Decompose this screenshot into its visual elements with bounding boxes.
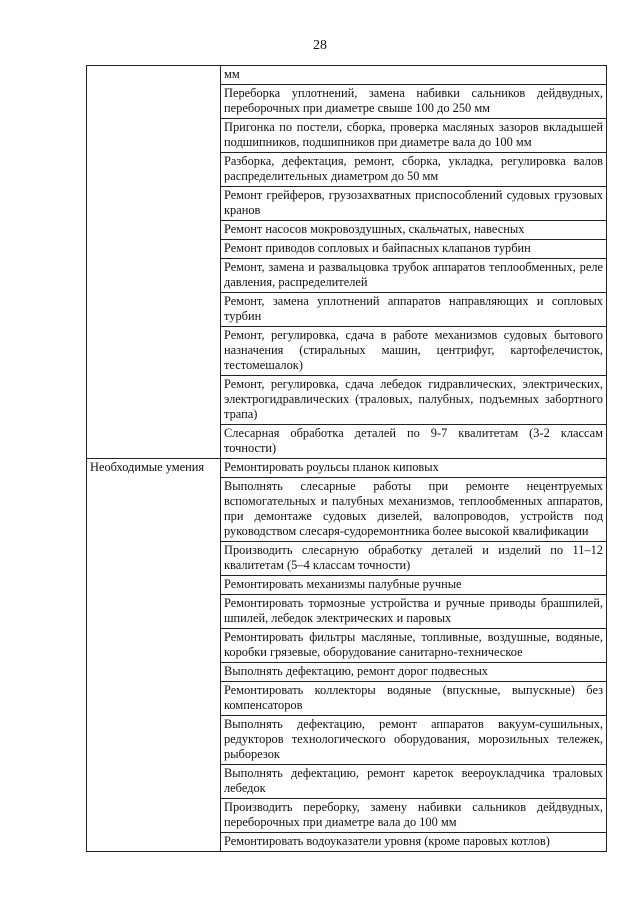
table-cell: Переборка уплотнений, замена набивки сальников дейдвудных, переборочных при диаметре свыше 100 до 250 мм: [221, 85, 607, 119]
table-cell: Выполнять дефектацию, ремонт дорог подвесных: [221, 663, 607, 682]
table-cell: Ремонт грейферов, грузозахватных приспособлений судовых грузовых кранов: [221, 187, 607, 221]
table-cell: Ремонт, регулировка, сдача лебедок гидравлических, электрических, электрогидравлических (траловых, палубных, подъемных забортного трапа): [221, 376, 607, 425]
table-cell: Ремонт, регулировка, сдача в работе механизмов судовых бытового назначения (стиральных машин, центрифуг, картофелечисток, тестомешалок): [221, 327, 607, 376]
table-cell: Слесарная обработка деталей по 9-7 квалитетам (3-2 классам точности): [221, 425, 607, 459]
table-cell: Выполнять дефектацию, ремонт кареток веероукладчика траловых лебедок: [221, 765, 607, 799]
page-number: 28: [313, 38, 327, 53]
table-cell: Ремонтировать роульсы планок киповых: [221, 459, 607, 478]
table-cell: мм: [221, 66, 607, 85]
requirements-table: [86, 65, 607, 852]
table-cell: Ремонт насосов мокровоздушных, скальчатых, навесных: [221, 221, 607, 240]
table-cell: Ремонт, замена и развальцовка трубок аппаратов теплообменных, реле давления, распределителей: [221, 259, 607, 293]
table-cell: Ремонтировать фильтры масляные, топливные, воздушные, водяные, коробки грязевые, оборудование санитарно-техническое: [221, 629, 607, 663]
table-row: [87, 66, 607, 85]
table-cell: Ремонтировать коллекторы водяные (впускные, выпускные) без компенсаторов: [221, 682, 607, 716]
table-cell: Ремонт приводов сопловых и байпасных клапанов турбин: [221, 240, 607, 259]
table-cell: Выполнять дефектацию, ремонт аппаратов вакуум-сушильных, редукторов технологического оборудования, морозильных тележек, рыборезок: [221, 716, 607, 765]
table-cell: Ремонт, замена уплотнений аппаратов направляющих и сопловых турбин: [221, 293, 607, 327]
table-cell: Пригонка по постели, сборка, проверка масляных зазоров вкладышей подшипников, подшипников при диаметре вала до 100 мм: [221, 119, 607, 153]
table-cell: Ремонтировать механизмы палубные ручные: [221, 576, 607, 595]
section-label-cell: [87, 66, 221, 459]
table-row: [87, 459, 607, 478]
table-cell: Разборка, дефектация, ремонт, сборка, укладка, регулировка валов распределительных диаметром до 50 мм: [221, 153, 607, 187]
table-cell: Ремонтировать тормозные устройства и ручные приводы брашпилей, шпилей, лебедок электрических и паровых: [221, 595, 607, 629]
section-label-cell: Необходимые умения: [87, 459, 221, 852]
table-cell: Ремонтировать водоуказатели уровня (кроме паровых котлов): [221, 833, 607, 852]
table-cell: Производить переборку, замену набивки сальников дейдвудных, переборочных при диаметре вала до 100 мм: [221, 799, 607, 833]
table-cell: Производить слесарную обработку деталей и изделий по 11–12 квалитетам (5–4 классам точности): [221, 542, 607, 576]
table-cell: Выполнять слесарные работы при ремонте нецентруемых вспомогательных и палубных механизмов, теплообменных аппаратов, при демонтаже судовых дизелей, валопроводов, устройств под руководством слесаря-судоремонтника более высокой квалификации: [221, 478, 607, 542]
